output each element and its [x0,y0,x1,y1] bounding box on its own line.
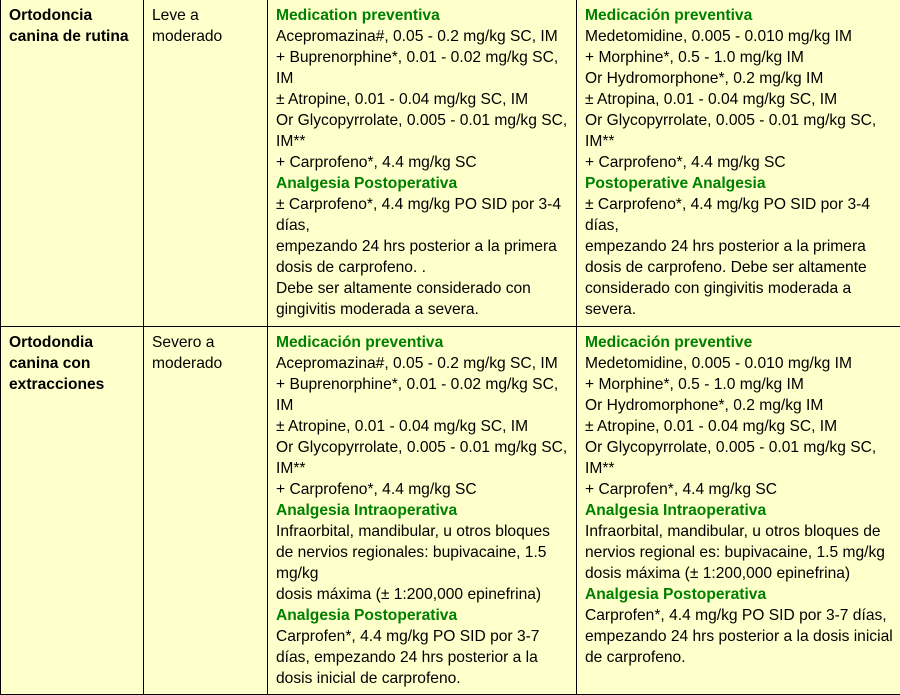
dosage-line: ± Atropine, 0.01 - 0.04 mg/kg SC, IM [276,89,568,110]
pain-level-cell [144,327,268,695]
dosage-line: Or Hydromorphone*, 0.2 mg/kg IM [585,395,893,416]
dosage-line: + Carprofeno*, 4.4 mg/kg SC [276,479,568,500]
section-heading: Analgesia Intraoperativa [585,500,893,521]
dosage-line: Or Glycopyrrolate, 0.005 - 0.01 mg/kg SC, IM** [585,110,893,152]
section-heading: Medicación preventiva [585,5,893,26]
dosage-line: + Carprofen*, 4.4 mg/kg SC [585,479,893,500]
dosage-line: Carprofen*, 4.4 mg/kg PO SID por 3-7 días, empezando 24 hrs posterior a la dosis inicial de carprofeno. [276,626,568,689]
dosage-line: + Morphine*, 0.5 - 1.0 mg/kg IM [585,374,893,395]
section-heading: Analgesia Postoperativa [276,605,568,626]
pain-level-label: Severo a moderado [152,334,222,372]
dosage-line: Infraorbital, mandibular, u otros bloques de nervios regional es: bupivacaine, 1.5 mg/kg dosis máxima (± 1:200,000 epinefrina) [585,521,893,584]
protocol-cell-a [268,327,577,695]
dosage-line: Or Glycopyrrolate, 0.005 - 0.01 mg/kg SC, IM** [585,437,893,479]
dosage-line: Acepromazina#, 0.05 - 0.2 mg/kg SC, IM [276,353,568,374]
procedure-label: Ortodoncia canina de rutina [9,7,129,45]
section-heading: Medicación preventive [585,332,893,353]
pain-level-cell [144,0,268,327]
dosage-line: Or Glycopyrrolate, 0.005 - 0.01 mg/kg SC, IM** [276,110,568,152]
dosage-line: Carprofen*, 4.4 mg/kg PO SID por 3-7 días, empezando 24 hrs posterior a la dosis inicial de carprofeno. [585,605,893,668]
dosage-line: Infraorbital, mandibular, u otros bloques de nervios regionales: bupivacaine, 1.5 mg/kg [276,521,568,584]
pain-level-label: Leve a moderado [152,7,222,45]
protocol-cell-b [577,0,900,327]
procedure-label: Ortodondia canina con extracciones [9,334,104,393]
section-heading: Postoperative Analgesia [585,173,893,194]
dosage-line: ± Atropine, 0.01 - 0.04 mg/kg SC, IM [276,416,568,437]
table-row-orthodontics-extractions [1,327,900,695]
dosage-line: ± Carprofeno*, 4.4 mg/kg PO SID por 3-4 días, [585,194,893,236]
dosage-line: ± Atropine, 0.01 - 0.04 mg/kg SC, IM [585,416,893,437]
dosage-line: + Buprenorphine*, 0.01 - 0.02 mg/kg SC, IM [276,47,568,89]
dosage-line: Or Glycopyrrolate, 0.005 - 0.01 mg/kg SC, IM** [276,437,568,479]
section-heading: Medication preventiva [276,5,568,26]
procedure-cell [1,0,144,327]
section-heading: Analgesia Postoperativa [276,173,568,194]
protocol-cell-a [268,0,577,327]
dosage-line: + Buprenorphine*, 0.01 - 0.02 mg/kg SC, IM [276,374,568,416]
protocol-cell-b [577,327,900,695]
dosage-line: Or Hydromorphone*, 0.2 mg/kg IM [585,68,893,89]
section-heading: Analgesia Postoperativa [585,584,893,605]
dosage-line: Medetomidine, 0.005 - 0.010 mg/kg IM [585,26,893,47]
dosage-line: Medetomidine, 0.005 - 0.010 mg/kg IM [585,353,893,374]
dosage-line: + Morphine*, 0.5 - 1.0 mg/kg IM [585,47,893,68]
procedure-cell [1,327,144,695]
dosage-line: empezando 24 hrs posterior a la primera dosis de carprofeno. . [276,236,568,278]
dosage-line: empezando 24 hrs posterior a la primera dosis de carprofeno. Debe ser altamente considerado con gingivitis moderada a severa. [585,236,893,320]
dosage-line: ± Atropina, 0.01 - 0.04 mg/kg SC, IM [585,89,893,110]
table-row-routine-orthodontics [1,0,900,327]
dosage-line: + Carprofeno*, 4.4 mg/kg SC [585,152,893,173]
section-heading: Analgesia Intraoperativa [276,500,568,521]
dosage-line: dosis máxima (± 1:200,000 epinefrina) [276,584,568,605]
dosage-line: Acepromazina#, 0.05 - 0.2 mg/kg SC, IM [276,26,568,47]
dosage-line: ± Carprofeno*, 4.4 mg/kg PO SID por 3-4 días, [276,194,568,236]
dosage-line: Debe ser altamente considerado con gingivitis moderada a severa. [276,278,568,320]
dosage-line: + Carprofeno*, 4.4 mg/kg SC [276,152,568,173]
section-heading: Medicación preventiva [276,332,568,353]
